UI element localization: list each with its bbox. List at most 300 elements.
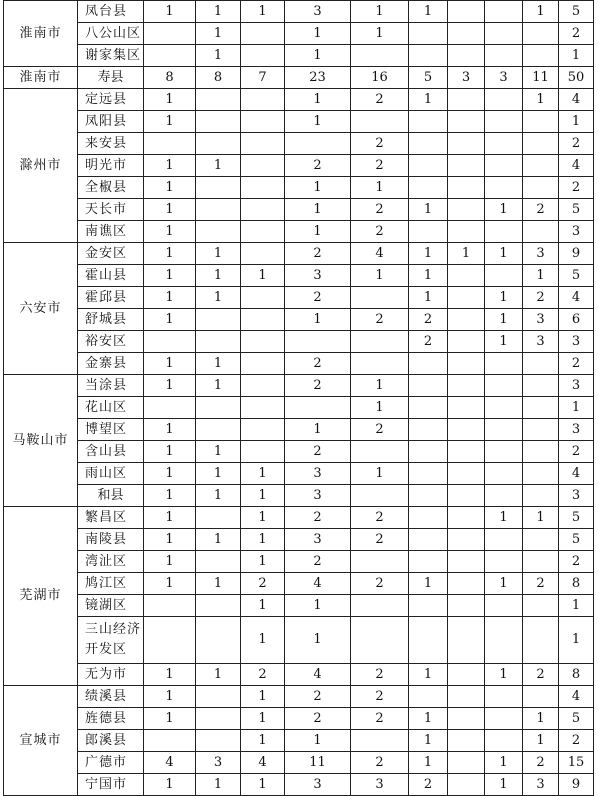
county-cell: 雨山区	[78, 463, 144, 485]
count-cell: 8	[144, 67, 196, 89]
count-cell	[351, 45, 409, 67]
count-cell	[448, 752, 485, 774]
count-cell	[523, 375, 559, 397]
count-cell	[485, 617, 523, 664]
count-cell: 1	[241, 1, 285, 23]
count-cell	[448, 111, 485, 133]
count-cell: 1	[144, 463, 196, 485]
count-cell	[448, 265, 485, 287]
count-cell	[448, 419, 485, 441]
count-cell	[409, 23, 448, 45]
count-cell	[241, 287, 285, 309]
count-cell: 2	[351, 419, 409, 441]
count-cell	[409, 595, 448, 617]
count-cell: 1	[448, 243, 485, 265]
table-row	[4, 1, 594, 23]
count-cell	[485, 133, 523, 155]
count-cell: 1	[196, 774, 241, 796]
count-cell: 1	[144, 485, 196, 507]
count-cell	[196, 507, 241, 529]
count-cell: 2	[285, 375, 351, 397]
count-cell: 1	[285, 309, 351, 331]
count-cell: 1	[196, 155, 241, 177]
count-cell: 2	[523, 573, 559, 595]
count-cell: 1	[523, 730, 559, 752]
county-cell: 霍邱县	[78, 287, 144, 309]
count-cell: 1	[285, 89, 351, 111]
count-cell	[196, 89, 241, 111]
count-cell	[523, 529, 559, 551]
count-cell: 5	[559, 265, 594, 287]
count-cell: 1	[351, 463, 409, 485]
count-cell: 3	[351, 774, 409, 796]
count-cell	[485, 708, 523, 730]
county-cell: 和县	[78, 485, 144, 507]
table-row	[4, 309, 594, 331]
count-cell: 1	[485, 243, 523, 265]
count-cell: 1	[144, 774, 196, 796]
table-row	[4, 441, 594, 463]
count-cell: 2	[351, 507, 409, 529]
count-cell: 4	[285, 664, 351, 686]
count-cell	[523, 155, 559, 177]
count-cell: 1	[351, 177, 409, 199]
table-row	[4, 573, 594, 595]
count-cell	[523, 353, 559, 375]
count-cell	[241, 441, 285, 463]
count-cell: 1	[144, 529, 196, 551]
county-cell: 湾沚区	[78, 551, 144, 573]
count-cell: 3	[285, 774, 351, 796]
table-row	[4, 419, 594, 441]
count-cell: 2	[285, 243, 351, 265]
count-cell	[485, 177, 523, 199]
count-cell	[409, 686, 448, 708]
count-cell: 8	[559, 664, 594, 686]
count-cell	[485, 419, 523, 441]
city-cell: 六安市	[4, 243, 78, 375]
table-row	[4, 708, 594, 730]
count-cell	[523, 397, 559, 419]
table-row	[4, 111, 594, 133]
count-cell	[241, 23, 285, 45]
count-cell	[351, 595, 409, 617]
count-cell: 1	[196, 287, 241, 309]
count-cell	[144, 617, 196, 664]
count-cell: 3	[523, 331, 559, 353]
count-cell	[485, 397, 523, 419]
table-row	[4, 331, 594, 353]
county-cell: 绩溪县	[78, 686, 144, 708]
count-cell	[485, 265, 523, 287]
count-cell: 1	[144, 199, 196, 221]
count-cell: 1	[144, 551, 196, 573]
count-cell: 5	[559, 1, 594, 23]
count-cell: 1	[285, 617, 351, 664]
count-cell	[241, 133, 285, 155]
count-cell	[409, 155, 448, 177]
count-cell: 3	[448, 67, 485, 89]
count-cell	[485, 485, 523, 507]
count-cell: 3	[523, 774, 559, 796]
count-cell: 1	[409, 199, 448, 221]
count-cell: 1	[351, 23, 409, 45]
count-cell: 50	[559, 67, 594, 89]
count-cell: 1	[196, 265, 241, 287]
count-cell	[485, 551, 523, 573]
table-row	[4, 730, 594, 752]
county-cell: 旌德县	[78, 708, 144, 730]
table-row	[4, 686, 594, 708]
county-cell: 霍山县	[78, 265, 144, 287]
count-cell	[485, 1, 523, 23]
count-cell: 5	[559, 199, 594, 221]
count-cell	[351, 111, 409, 133]
count-cell	[523, 419, 559, 441]
count-cell: 1	[351, 265, 409, 287]
count-cell	[485, 221, 523, 243]
count-cell	[448, 375, 485, 397]
count-cell	[409, 485, 448, 507]
count-cell: 1	[241, 529, 285, 551]
count-cell	[448, 708, 485, 730]
county-cell: 全椒县	[78, 177, 144, 199]
count-cell: 3	[196, 752, 241, 774]
count-cell: 1	[409, 573, 448, 595]
count-cell: 3	[285, 463, 351, 485]
county-cell: 无为市	[78, 664, 144, 686]
count-cell: 1	[196, 1, 241, 23]
count-cell: 2	[559, 353, 594, 375]
count-cell	[241, 89, 285, 111]
county-cell: 谢家集区	[78, 45, 144, 67]
count-cell	[196, 111, 241, 133]
count-cell: 2	[351, 708, 409, 730]
count-cell: 1	[241, 617, 285, 664]
count-cell	[351, 485, 409, 507]
count-cell	[448, 730, 485, 752]
count-cell: 1	[144, 111, 196, 133]
count-cell: 4	[351, 243, 409, 265]
count-cell: 2	[409, 331, 448, 353]
count-cell	[448, 287, 485, 309]
table-row	[4, 529, 594, 551]
table-row	[4, 397, 594, 419]
count-cell	[448, 331, 485, 353]
count-cell: 1	[144, 441, 196, 463]
count-cell: 1	[144, 573, 196, 595]
count-cell	[485, 595, 523, 617]
count-cell	[409, 221, 448, 243]
count-cell: 2	[285, 708, 351, 730]
table-row	[4, 752, 594, 774]
count-cell: 1	[144, 507, 196, 529]
table-row	[4, 177, 594, 199]
count-cell: 1	[196, 243, 241, 265]
count-cell: 4	[559, 463, 594, 485]
count-cell: 1	[196, 529, 241, 551]
count-cell	[241, 419, 285, 441]
count-cell: 1	[196, 664, 241, 686]
count-cell: 1	[485, 331, 523, 353]
table-row	[4, 463, 594, 485]
count-cell: 2	[559, 23, 594, 45]
count-cell: 3	[485, 67, 523, 89]
count-cell	[523, 441, 559, 463]
count-cell	[196, 221, 241, 243]
count-cell	[196, 551, 241, 573]
count-cell	[196, 730, 241, 752]
table-row	[4, 89, 594, 111]
count-cell: 2	[241, 664, 285, 686]
count-cell: 1	[285, 419, 351, 441]
count-cell	[285, 331, 351, 353]
county-cell: 明光市	[78, 155, 144, 177]
count-cell	[409, 375, 448, 397]
table-row	[4, 45, 594, 67]
statistics-table	[3, 0, 594, 796]
count-cell	[196, 331, 241, 353]
count-cell: 1	[409, 752, 448, 774]
count-cell: 1	[351, 397, 409, 419]
city-cell: 宣城市	[4, 686, 78, 796]
count-cell	[523, 463, 559, 485]
count-cell: 1	[559, 617, 594, 664]
count-cell: 1	[241, 686, 285, 708]
count-cell: 1	[285, 730, 351, 752]
count-cell	[409, 551, 448, 573]
count-cell: 1	[485, 774, 523, 796]
count-cell	[241, 177, 285, 199]
table-row	[4, 155, 594, 177]
count-cell: 2	[523, 664, 559, 686]
count-cell: 2	[409, 774, 448, 796]
count-cell: 1	[144, 353, 196, 375]
count-cell: 5	[559, 529, 594, 551]
count-cell: 3	[559, 375, 594, 397]
count-cell	[448, 89, 485, 111]
count-cell	[196, 397, 241, 419]
count-cell	[409, 397, 448, 419]
count-cell	[196, 617, 241, 664]
count-cell	[448, 774, 485, 796]
count-cell	[448, 221, 485, 243]
county-cell: 金寨县	[78, 353, 144, 375]
count-cell	[144, 595, 196, 617]
count-cell	[196, 419, 241, 441]
count-cell: 1	[144, 664, 196, 686]
count-cell	[448, 485, 485, 507]
county-cell: 金安区	[78, 243, 144, 265]
count-cell	[523, 221, 559, 243]
table-row	[4, 664, 594, 686]
count-cell	[448, 664, 485, 686]
count-cell: 2	[351, 199, 409, 221]
count-cell	[409, 111, 448, 133]
count-cell	[485, 463, 523, 485]
count-cell: 1	[485, 287, 523, 309]
county-cell: 博望区	[78, 419, 144, 441]
count-cell: 1	[144, 708, 196, 730]
count-cell: 2	[285, 551, 351, 573]
table-row	[4, 67, 594, 89]
count-cell: 3	[559, 485, 594, 507]
count-cell: 4	[559, 155, 594, 177]
count-cell	[409, 419, 448, 441]
count-cell	[448, 686, 485, 708]
county-cell: 天长市	[78, 199, 144, 221]
count-cell: 1	[241, 774, 285, 796]
count-cell	[241, 111, 285, 133]
count-cell: 1	[196, 441, 241, 463]
count-cell	[448, 573, 485, 595]
count-cell: 4	[241, 752, 285, 774]
count-cell: 1	[285, 45, 351, 67]
count-cell: 2	[559, 133, 594, 155]
count-cell	[448, 529, 485, 551]
count-cell	[523, 686, 559, 708]
county-cell: 凤阳县	[78, 111, 144, 133]
count-cell: 2	[351, 752, 409, 774]
county-cell: 八公山区	[78, 23, 144, 45]
count-cell	[409, 133, 448, 155]
count-cell	[523, 133, 559, 155]
count-cell: 2	[523, 287, 559, 309]
count-cell	[485, 529, 523, 551]
table-row	[4, 551, 594, 573]
count-cell	[241, 375, 285, 397]
count-cell	[448, 199, 485, 221]
county-cell: 来安县	[78, 133, 144, 155]
count-cell: 1	[409, 243, 448, 265]
count-cell	[351, 331, 409, 353]
count-cell: 1	[523, 265, 559, 287]
count-cell: 1	[144, 177, 196, 199]
count-cell: 9	[559, 243, 594, 265]
count-cell	[448, 397, 485, 419]
count-cell: 1	[196, 353, 241, 375]
count-cell	[485, 89, 523, 111]
count-cell: 2	[351, 309, 409, 331]
count-cell	[485, 45, 523, 67]
count-cell	[409, 463, 448, 485]
count-cell	[241, 331, 285, 353]
count-cell	[285, 397, 351, 419]
count-cell: 2	[351, 529, 409, 551]
count-cell: 1	[351, 1, 409, 23]
county-cell: 南陵县	[78, 529, 144, 551]
count-cell	[485, 111, 523, 133]
count-cell: 1	[144, 419, 196, 441]
count-cell: 2	[351, 133, 409, 155]
count-cell: 1	[485, 507, 523, 529]
count-cell: 1	[351, 375, 409, 397]
count-cell: 3	[285, 529, 351, 551]
count-cell: 5	[559, 507, 594, 529]
count-cell: 1	[409, 265, 448, 287]
count-cell	[523, 595, 559, 617]
count-cell: 1	[196, 485, 241, 507]
count-cell: 1	[285, 221, 351, 243]
count-cell: 3	[559, 221, 594, 243]
count-cell: 7	[241, 67, 285, 89]
count-cell	[144, 331, 196, 353]
count-cell: 16	[351, 67, 409, 89]
count-cell: 3	[523, 243, 559, 265]
count-cell	[351, 551, 409, 573]
count-cell	[523, 617, 559, 664]
count-cell: 1	[523, 89, 559, 111]
county-cell: 三山经济开发区	[78, 617, 144, 664]
count-cell: 1	[144, 265, 196, 287]
count-cell	[351, 441, 409, 463]
count-cell	[485, 23, 523, 45]
count-cell: 1	[196, 375, 241, 397]
count-cell: 2	[559, 730, 594, 752]
count-cell: 2	[559, 441, 594, 463]
count-cell: 1	[241, 595, 285, 617]
count-cell	[448, 1, 485, 23]
count-cell: 1	[144, 155, 196, 177]
count-cell	[448, 23, 485, 45]
count-cell: 1	[196, 573, 241, 595]
count-cell: 15	[559, 752, 594, 774]
count-cell	[351, 353, 409, 375]
count-cell	[144, 730, 196, 752]
table-row	[4, 133, 594, 155]
count-cell: 1	[144, 89, 196, 111]
table-row	[4, 265, 594, 287]
count-cell: 1	[523, 708, 559, 730]
table-row	[4, 485, 594, 507]
count-cell: 1	[144, 686, 196, 708]
count-cell: 1	[409, 1, 448, 23]
count-cell: 1	[485, 664, 523, 686]
city-cell: 淮南市	[4, 67, 78, 89]
count-cell	[448, 133, 485, 155]
count-cell: 5	[559, 708, 594, 730]
count-cell: 3	[285, 485, 351, 507]
count-cell: 4	[559, 686, 594, 708]
count-cell: 2	[285, 441, 351, 463]
count-cell	[448, 551, 485, 573]
count-cell	[241, 397, 285, 419]
count-cell	[448, 177, 485, 199]
table-row	[4, 375, 594, 397]
count-cell	[485, 730, 523, 752]
count-cell	[351, 287, 409, 309]
count-cell	[448, 45, 485, 67]
count-cell: 1	[196, 463, 241, 485]
count-cell	[448, 353, 485, 375]
count-cell	[409, 177, 448, 199]
count-cell	[144, 23, 196, 45]
count-cell: 2	[285, 686, 351, 708]
count-cell: 6	[559, 309, 594, 331]
count-cell: 2	[285, 287, 351, 309]
count-cell	[409, 529, 448, 551]
count-cell: 2	[351, 155, 409, 177]
table-row	[4, 617, 594, 664]
count-cell	[485, 441, 523, 463]
count-cell: 4	[559, 89, 594, 111]
count-cell	[448, 309, 485, 331]
county-cell: 寿县	[78, 67, 144, 89]
count-cell: 2	[351, 686, 409, 708]
count-cell	[351, 617, 409, 664]
count-cell: 1	[241, 708, 285, 730]
county-cell: 当涂县	[78, 375, 144, 397]
